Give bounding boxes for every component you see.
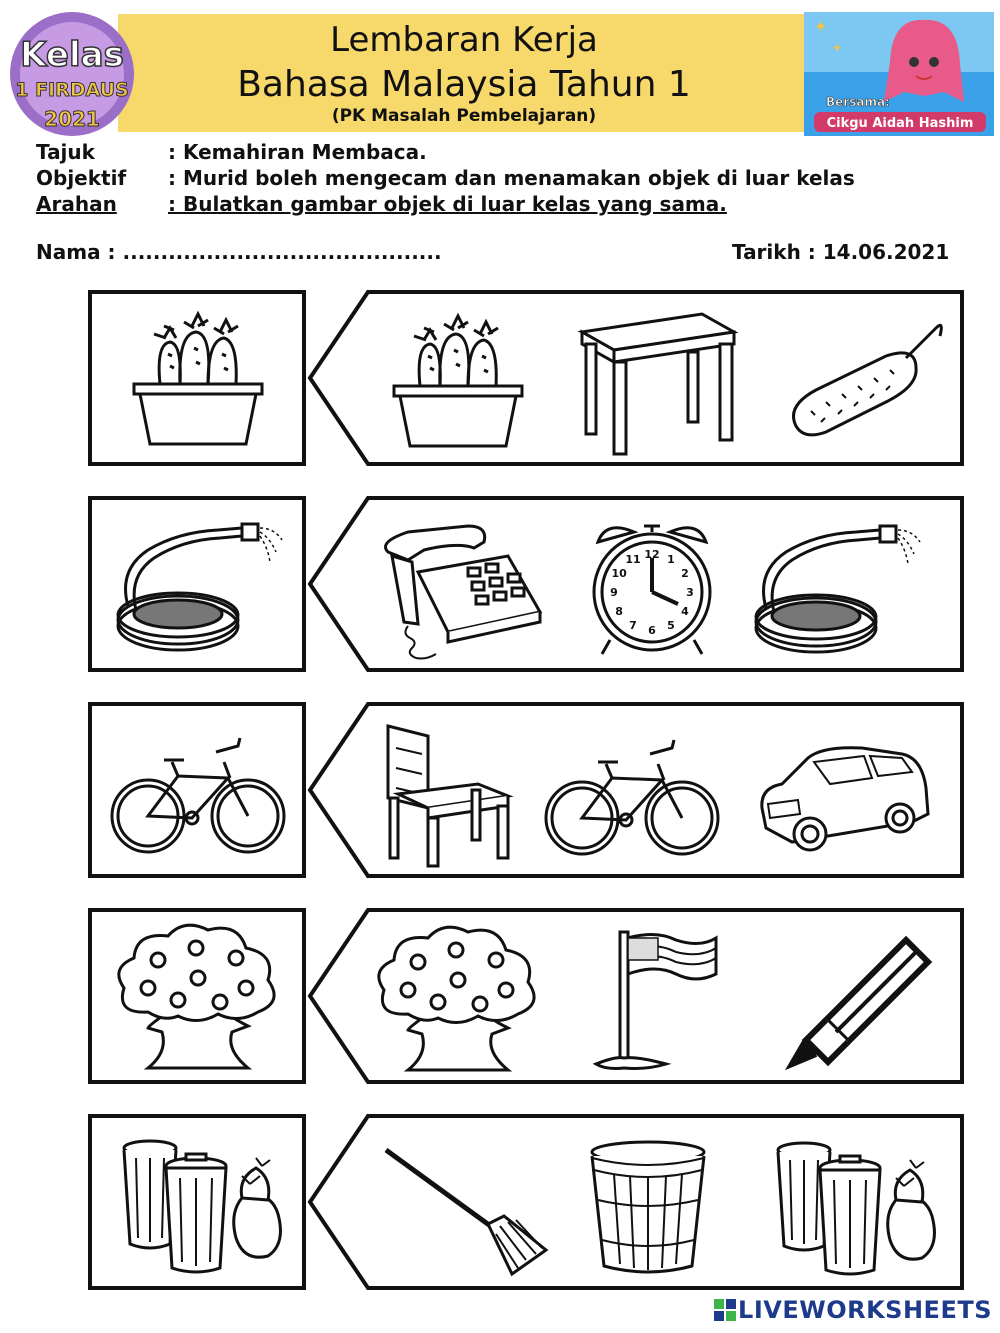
wastebasket-icon[interactable] bbox=[558, 1130, 738, 1280]
arahan-value: : Bulatkan gambar objek di luar kelas yang sama. bbox=[168, 192, 727, 216]
target-box-3 bbox=[88, 702, 306, 878]
clock-number: 1 bbox=[667, 553, 675, 567]
clock-number: 11 bbox=[625, 553, 641, 567]
subtitle: (PK Masalah Pembelajaran) bbox=[331, 106, 597, 126]
clock-number: 10 bbox=[611, 567, 627, 580]
hose-icon[interactable] bbox=[746, 512, 926, 662]
svg-text:✦: ✦ bbox=[814, 17, 828, 36]
cactus-icon bbox=[108, 304, 288, 454]
choice-box-1 bbox=[306, 290, 966, 466]
clock-number: 7 bbox=[629, 618, 637, 632]
title-line-1: Lembaran Kerja bbox=[330, 20, 598, 60]
tajuk-value: : Kemahiran Membaca. bbox=[168, 140, 427, 164]
objektif-label: Objektif bbox=[36, 166, 127, 190]
target-box-4 bbox=[88, 908, 306, 1084]
teacher-name: Cikgu Aidah Hashim bbox=[826, 116, 974, 131]
tree-icon[interactable] bbox=[368, 924, 548, 1074]
logo-year: 2021 bbox=[44, 107, 100, 131]
header bbox=[0, 8, 1000, 132]
broom-icon[interactable] bbox=[376, 1130, 556, 1280]
clock-number: 8 bbox=[615, 605, 623, 618]
chair-icon[interactable] bbox=[368, 718, 548, 868]
clock-number: 3 bbox=[686, 586, 694, 599]
choice-box-2 bbox=[306, 496, 966, 672]
title-line-2: Bahasa Malaysia Tahun 1 bbox=[237, 64, 691, 105]
car-icon[interactable] bbox=[752, 718, 932, 868]
tajuk-label: Tajuk bbox=[36, 140, 95, 164]
clock-number: 9 bbox=[610, 586, 618, 599]
bicycle-icon bbox=[108, 716, 288, 866]
teacher-logo bbox=[804, 12, 994, 136]
exercise-row-1 bbox=[0, 290, 1000, 476]
alarm-clock-icon[interactable] bbox=[562, 512, 742, 662]
target-box-5 bbox=[88, 1114, 306, 1290]
arahan-label: Arahan bbox=[36, 192, 117, 216]
objektif-value: : Murid boleh mengecam dan menamakan objek di luar kelas bbox=[168, 166, 855, 190]
liveworksheets-watermark bbox=[714, 1296, 992, 1324]
clock-number: 2 bbox=[681, 567, 689, 580]
choice-box-5 bbox=[306, 1114, 966, 1290]
marker-icon[interactable] bbox=[766, 924, 946, 1074]
exercise-row-4 bbox=[0, 908, 1000, 1094]
choice-box-3 bbox=[306, 702, 966, 878]
flag-icon[interactable] bbox=[576, 924, 756, 1074]
telephone-icon[interactable] bbox=[368, 512, 548, 662]
logo-class: 1 FIRDAUS bbox=[15, 79, 129, 101]
clock-number: 4 bbox=[681, 605, 689, 618]
table-icon[interactable] bbox=[562, 306, 742, 456]
exercise-row-5 bbox=[0, 1114, 1000, 1300]
trash-bins-icon bbox=[108, 1128, 288, 1278]
hose-icon bbox=[108, 510, 288, 660]
bicycle-icon[interactable] bbox=[542, 718, 722, 868]
tree-icon bbox=[108, 922, 288, 1072]
liveworksheets-logo-icon bbox=[714, 1299, 736, 1321]
exercise-row-3 bbox=[0, 702, 1000, 888]
target-box-1 bbox=[88, 290, 306, 466]
duster-icon[interactable] bbox=[766, 306, 946, 456]
teacher-logo-label: Bersama: bbox=[826, 95, 890, 109]
name-field[interactable]: Nama : .......................................... bbox=[36, 240, 442, 264]
target-box-2 bbox=[88, 496, 306, 672]
clock-number: 12 bbox=[644, 548, 660, 561]
clock-number: 5 bbox=[667, 618, 675, 632]
logo-title: Kelas bbox=[20, 35, 124, 75]
date-label: Tarikh : 14.06.2021 bbox=[732, 240, 950, 264]
choice-box-4 bbox=[306, 908, 966, 1084]
svg-text:✦: ✦ bbox=[832, 41, 843, 55]
exercise-row-2 bbox=[0, 496, 1000, 682]
watermark-text: LIVEWORKSHEETS bbox=[738, 1296, 992, 1324]
cactus-icon[interactable] bbox=[368, 306, 548, 456]
clock-number: 6 bbox=[648, 624, 656, 637]
trash-bins-icon[interactable] bbox=[762, 1130, 942, 1280]
